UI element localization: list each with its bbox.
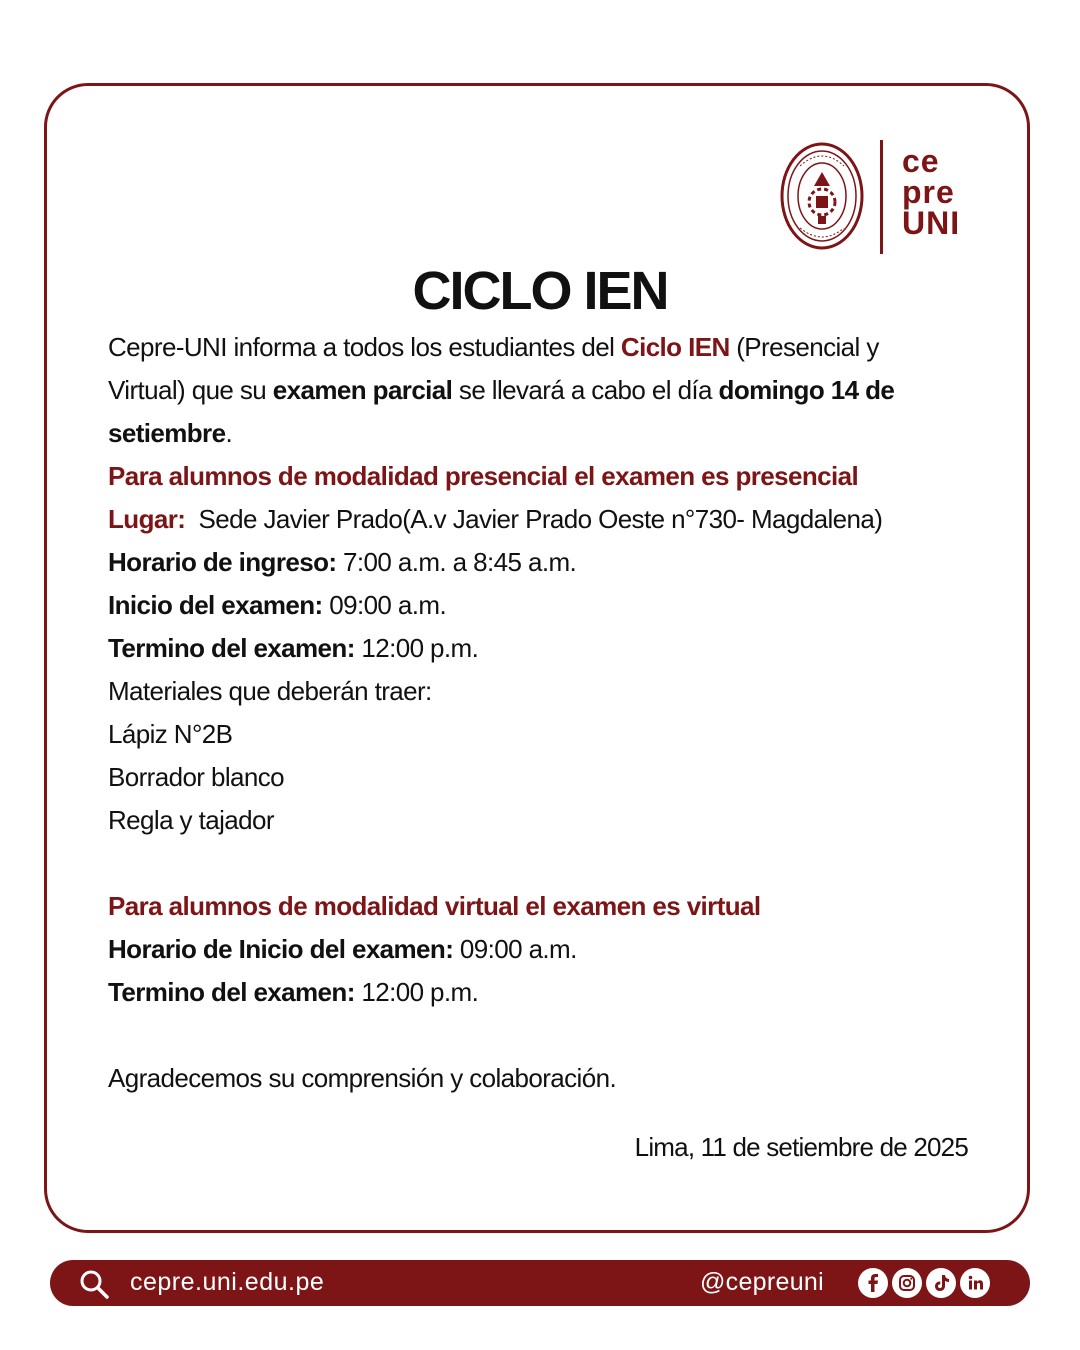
lugar-label: Lugar: [108, 504, 186, 534]
intro-line-1 [108, 326, 998, 369]
page-title: CICLO IEN [412, 261, 668, 321]
facebook-icon[interactable] [858, 1268, 888, 1298]
intro-text: (Presencial y [729, 332, 879, 362]
virtual-inicio-label: Horario de Inicio del examen: [108, 934, 454, 964]
virtual-inicio-line [108, 928, 998, 971]
exam-date-bold: setiembre [108, 418, 226, 448]
spacer [108, 1014, 998, 1057]
presencial-heading: Para alumnos de modalidad presencial el examen es presencial [108, 461, 859, 491]
brand-line-pre: pre [902, 174, 955, 210]
brand-line-ce: ce [902, 143, 940, 179]
ciclo-ien-highlight: Ciclo IEN [620, 332, 730, 362]
examen-parcial-bold: examen parcial [272, 375, 453, 405]
horario-label: Horario de ingreso: [108, 547, 337, 577]
material-item: Lápiz N°2B [108, 719, 233, 749]
instagram-icon[interactable] [892, 1268, 922, 1298]
search-icon[interactable] [78, 1268, 110, 1300]
intro-text: Virtual) que su [108, 375, 273, 405]
horario-value: 7:00 a.m. a 8:45 a.m. [336, 547, 577, 577]
inicio-value: 09:00 a.m. [322, 590, 447, 620]
material-item: Regla y tajador [108, 805, 274, 835]
virtual-heading: Para alumnos de modalidad virtual el examen es virtual [108, 891, 761, 921]
virtual-termino-value: 12:00 p.m. [354, 977, 479, 1007]
lugar-line [108, 498, 998, 541]
signature-date: Lima, 11 de setiembre de 2025 [634, 1132, 968, 1162]
notice-body [108, 326, 998, 1100]
termino-value: 12:00 p.m. [354, 633, 479, 663]
lugar-value: Sede Javier Prado(A.v Javier Prado Oeste n°730- Magdalena) [185, 504, 883, 534]
intro-text: se llevará a cabo el día [452, 375, 719, 405]
material-item: Borrador blanco [108, 762, 284, 792]
cepre-uni-wordmark [902, 143, 961, 241]
intro-text: Cepre-UNI informa a todos los estudiantes del [108, 332, 621, 362]
spacer [108, 842, 998, 885]
footer-bar [50, 1260, 1030, 1306]
brand-line-uni: UNI [902, 205, 961, 241]
linkedin-icon[interactable] [960, 1268, 990, 1298]
inicio-examen-line [108, 584, 998, 627]
virtual-inicio-value: 09:00 a.m. [453, 934, 577, 964]
intro-text: . [225, 418, 233, 448]
termino-label: Termino del examen: [108, 633, 355, 663]
logo-divider [880, 140, 883, 254]
tiktok-icon[interactable] [926, 1268, 956, 1298]
inicio-label: Inicio del examen: [108, 590, 323, 620]
website-link[interactable]: cepre.uni.edu.pe [130, 1268, 325, 1296]
virtual-termino-label: Termino del examen: [108, 977, 355, 1007]
intro-line-2 [108, 369, 998, 412]
uni-seal-icon [780, 142, 864, 250]
termino-examen-line [108, 627, 998, 670]
horario-ingreso-line [108, 541, 998, 584]
exam-date-bold: domingo 14 de [718, 375, 895, 405]
intro-line-3 [108, 412, 998, 455]
closing-text: Agradecemos su comprensión y colaboración. [108, 1063, 617, 1093]
social-handle[interactable]: @cepreuni [700, 1268, 824, 1296]
virtual-termino-line [108, 971, 998, 1014]
cepre-uni-logo [780, 140, 980, 260]
materiales-label: Materiales que deberán traer: [108, 676, 432, 706]
